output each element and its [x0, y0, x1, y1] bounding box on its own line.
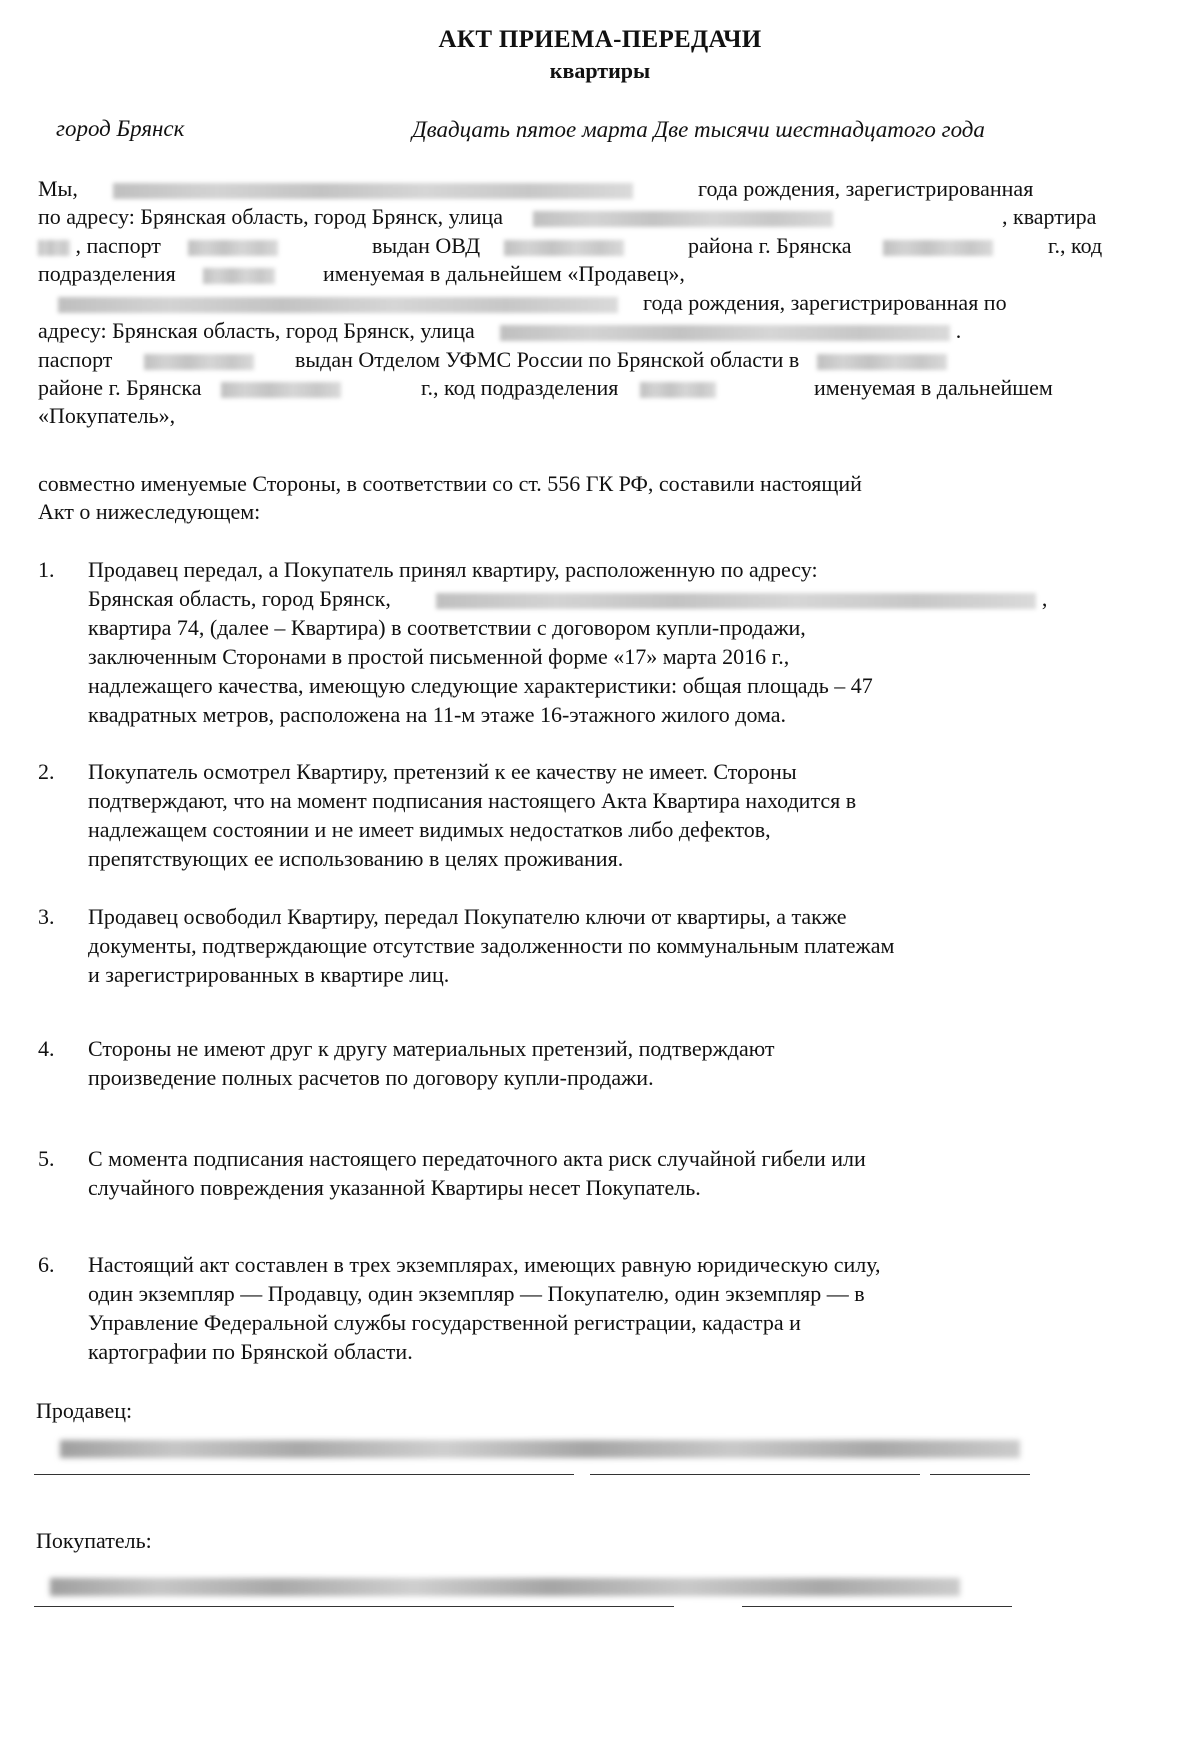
redacted-issue-date [883, 240, 993, 256]
seller-signature-line [34, 1474, 574, 1475]
redacted-passport [144, 354, 254, 370]
clause-line: квартира 74, (далее – Квартира) в соответствии с договором купли-продажи, [88, 615, 806, 640]
parties-text: паспорт [38, 347, 113, 372]
parties-line-4b [323, 259, 685, 288]
seller-signature-redacted [60, 1440, 1020, 1458]
parties-line-3d [1048, 231, 1102, 260]
parties-line-1 [38, 174, 633, 203]
clause-text: , [1041, 586, 1048, 611]
parties-text: г., код [1048, 233, 1103, 258]
redacted-street [500, 325, 950, 341]
clause-line: Покупатель осмотрел Квартиру, претензий к ее качеству не имеет. Стороны [88, 759, 797, 784]
parties-text: выдан Отделом УФМС России по Брянской области в [295, 347, 800, 372]
clause-line: случайного повреждения указанной Квартиры несет Покупатель. [88, 1175, 701, 1200]
parties-line-3 [38, 231, 278, 260]
clause-number: 4. [38, 1036, 55, 1061]
clause-number: 6. [38, 1252, 55, 1277]
clause-4 [88, 1034, 1136, 1092]
clause-line: препятствующих ее использованию в целях проживания. [88, 846, 624, 871]
clause-line: Продавец освободил Квартиру, передал Покупателю ключи от квартиры, а также [88, 904, 847, 929]
parties-line-2b [1002, 202, 1096, 231]
clause-line: картографии по Брянской области. [88, 1339, 413, 1364]
parties-line-8 [38, 373, 341, 402]
parties-text: . [955, 318, 962, 343]
clause-line: квадратных метров, расположена на 11-м этаже 16-этажного жилого дома. [88, 702, 787, 727]
parties-text: «Покупатель», [38, 403, 176, 428]
buyer-signature-line [34, 1606, 674, 1607]
date: Двадцать пятое марта Две тысячи шестнадцатого года [412, 117, 985, 142]
redacted-passport [188, 240, 278, 256]
clause-line: Управление Федеральной службы государственной регистрации, кадастра и [88, 1310, 801, 1335]
parties-text: адресу: Брянская область, город Брянск, улица [38, 318, 475, 343]
redacted-issue-date [221, 382, 341, 398]
seller-signature-line [590, 1474, 920, 1475]
clause-line: надлежащем состоянии и не имеет видимых недостатков либо дефектов, [88, 817, 771, 842]
parties-text: именуемая в дальнейшем «Продавец», [323, 261, 685, 286]
parties-text: г., код подразделения [421, 375, 619, 400]
parties-text: года рождения, зарегистрированная по [643, 290, 1007, 315]
parties-line-9 [38, 401, 175, 430]
clause-line: надлежащего качества, имеющую следующие характеристики: общая площадь – 47 [88, 673, 873, 698]
parties-line-7 [38, 345, 254, 374]
clause-line: Стороны не имеют друг к другу материальных претензий, подтверждают [88, 1036, 775, 1061]
parties-line-3b [372, 231, 624, 260]
parties-text: года рождения, зарегистрированная [698, 176, 1034, 201]
redacted-address [436, 593, 1036, 609]
parties-text: районе г. Брянска [38, 375, 202, 400]
clause-line [88, 584, 1136, 613]
parties-text: именуемая в дальнейшем [814, 375, 1053, 400]
document-subtitle: квартиры [549, 58, 651, 83]
redacted-district [504, 240, 624, 256]
seller-signature-line [930, 1474, 1030, 1475]
redacted-code [640, 382, 716, 398]
redacted-district [817, 354, 947, 370]
clause-line: и зарегистрированных в квартире лиц. [88, 962, 450, 987]
clause-number: 5. [38, 1146, 55, 1171]
clause-line: один экземпляр — Продавцу, один экземпляр — Покупателю, один экземпляр — в [88, 1281, 865, 1306]
clause-line: подтверждают, что на момент подписания настоящего Акта Квартира находится в [88, 788, 857, 813]
city: город Брянск [56, 116, 185, 141]
parties-line-8c [814, 373, 1053, 402]
parties-line-5b [643, 288, 1007, 317]
parties-line-6 [38, 316, 961, 345]
parties-text: , квартира [1002, 204, 1097, 229]
parties-text: выдан ОВД [372, 233, 481, 258]
redacted-name [58, 297, 618, 313]
parties-text: , паспорт [75, 233, 161, 258]
clause-line: документы, подтверждающие отсутствие задолженности по коммунальным платежам [88, 933, 895, 958]
clause-6 [88, 1250, 1136, 1366]
buyer-signature-redacted [50, 1578, 960, 1596]
clause-line: Настоящий акт составлен в трех экземплярах, имеющих равную юридическую силу, [88, 1252, 881, 1277]
parties-text: подразделения [38, 261, 176, 286]
clause-1 [88, 555, 1136, 729]
parties-line-4 [38, 259, 275, 288]
clause-number: 1. [38, 557, 55, 582]
parties-line-7b [295, 345, 947, 374]
clause-line: Продавец передал, а Покупатель принял квартиру, расположенную по адресу: [88, 557, 818, 582]
clause-3 [88, 902, 1136, 989]
buyer-signature-line [742, 1606, 1012, 1607]
parties-text: района г. Брянска [688, 233, 852, 258]
parties-line-3c [688, 231, 993, 260]
parties-text: по адресу: Брянская область, город Брянск, улица [38, 204, 504, 229]
document-title: АКТ ПРИЕМА-ПЕРЕДАЧИ [438, 26, 762, 53]
redacted-apartment [38, 240, 70, 256]
parties-line-1b [698, 174, 1033, 203]
parties-text: Мы, [38, 176, 78, 201]
clause-line: С момента подписания настоящего передаточного акта риск случайной гибели или [88, 1146, 866, 1171]
clause-number: 3. [38, 904, 55, 929]
clause-2 [88, 757, 1136, 873]
redacted-name [113, 183, 633, 199]
parties-line-8b [421, 373, 716, 402]
parties-line-5 [58, 288, 618, 317]
redacted-street [533, 211, 833, 227]
redacted-code [203, 268, 275, 284]
intro-line-2: Акт о нижеследующем: [38, 499, 261, 524]
parties-line-2 [38, 202, 833, 231]
clause-number: 2. [38, 759, 55, 784]
clause-line: заключенным Сторонами в простой письменной форме «17» марта 2016 г., [88, 644, 790, 669]
clause-text: Брянская область, город Брянск, [88, 586, 391, 611]
buyer-label: Покупатель: [36, 1528, 152, 1553]
seller-label: Продавец: [36, 1398, 133, 1423]
clause-5 [88, 1144, 1136, 1202]
clause-line: произведение полных расчетов по договору купли-продажи. [88, 1065, 654, 1090]
intro-line-1: совместно именуемые Стороны, в соответствии со ст. 556 ГК РФ, составили настоящий [38, 471, 862, 496]
